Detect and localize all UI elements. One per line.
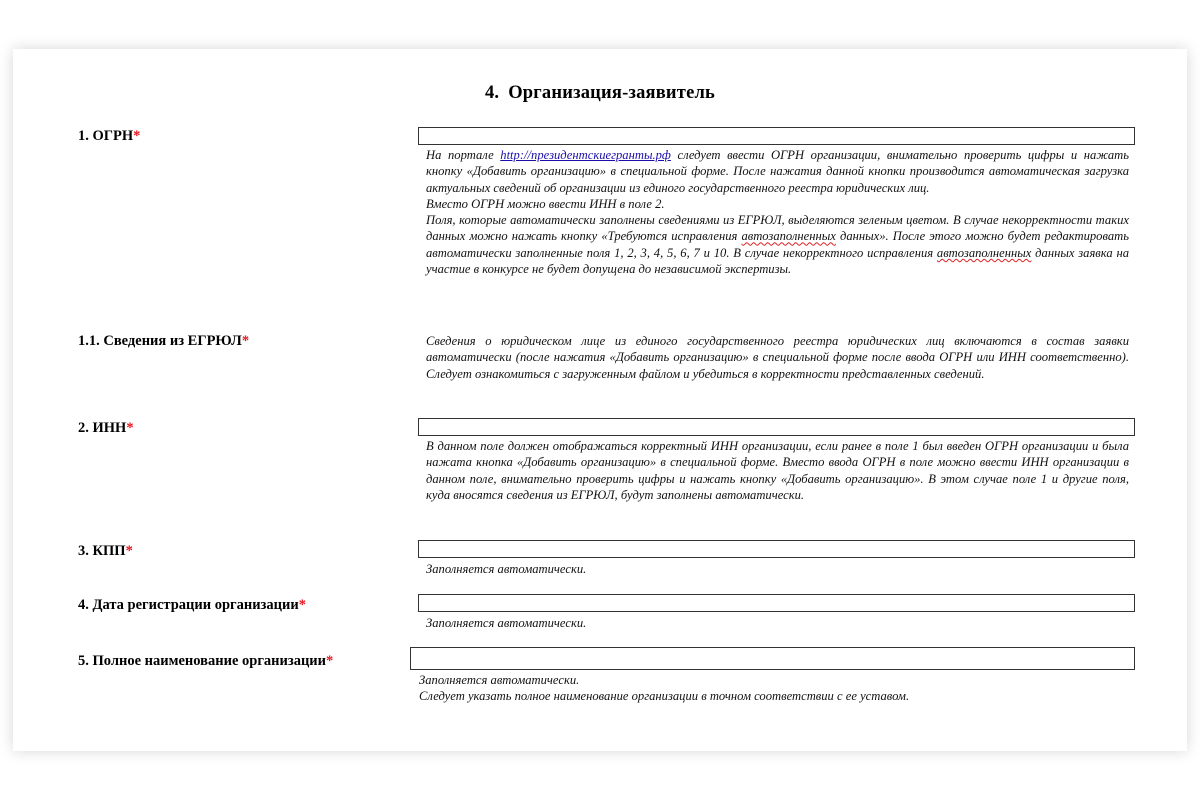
- ogrn-label: 1. ОГРН*: [78, 128, 141, 144]
- egrul-hint: Сведения о юридическом лице из единого государственного реестра юридических лиц включаются в состав заявки автоматически (после нажатия «Добавить организацию» в специальной форме после ввода ОГРН или ИНН соответственно). Следует ознакомиться с загруженным файлом и убедиться в корректности представленных сведений.: [426, 334, 1129, 381]
- section-title: [13, 83, 1187, 104]
- full-name-input[interactable]: [410, 647, 1135, 670]
- full-name-hint: Заполняется автоматически. Следует указать полное наименование организации в точном соответствии с ее уставом.: [419, 673, 910, 704]
- spellcheck-underline: автозаполненных: [741, 229, 836, 244]
- kpp-hint: Заполняется автоматически.: [426, 562, 587, 576]
- inn-label: 2. ИНН*: [78, 420, 134, 436]
- egrul-label: 1.1. Сведения из ЕГРЮЛ*: [78, 333, 250, 349]
- kpp-input[interactable]: [418, 540, 1135, 558]
- section-title-text: Организация-заявитель: [508, 83, 716, 103]
- required-marker: *: [133, 128, 141, 144]
- spellcheck-underline: автозаполненных: [936, 245, 1032, 260]
- inn-hint: В данном поле должен отображаться корректный ИНН организации, если ранее в поле 1 был введен ОГРН организации и была нажата кнопка «Добавить организацию» в специальной форме. Вместо ввода ОГРН в поле можно ввести ИНН организации в данном поле, внимательно проверить цифры и нажать кнопку «Добавить организацию». В этом случае поле 1 и другие поля, куда вносятся сведения из ЕГРЮЛ, будут заполнены автоматически.: [426, 439, 1129, 502]
- reg-date-hint: Заполняется автоматически.: [426, 616, 587, 630]
- required-marker: *: [125, 543, 133, 559]
- portal-link[interactable]: http://президентскиегранты.рф: [500, 148, 671, 162]
- reg-date-label: 4. Дата регистрации организации*: [78, 597, 306, 613]
- required-marker: *: [326, 653, 334, 669]
- required-marker: *: [241, 333, 250, 349]
- kpp-label: 3. КПП*: [78, 543, 133, 559]
- full-name-label: 5. Полное наименование организации*: [78, 653, 334, 669]
- required-marker: *: [298, 597, 306, 613]
- ogrn-hint: На портале http://президентскиегранты.рф следует ввести ОГРН организации, внимательно проверить цифры и нажать кнопку «Добавить организацию» в специальной форме. После нажатия данной кнопки производится автоматическая загрузка актуальных сведений об организации из единого государственного реестра юридических лиц. Вместо ОГРН можно ввести ИНН в поле 2. Поля, которые автоматически заполнены сведениями из ЕГРЮЛ, выделяются зеленым цветом. В случае некорректности таких данных можно нажать кнопку «Требуются исправления автозаполненных данных». После этого можно будет редактировать автоматически заполненные поля 1, 2, 3, 4, 5, 6, 7 и 10. В случае некорректного исправления автозаполненных данных заявка на участие в конкурсе не будет допущена до независимой экспертизы.: [426, 148, 1129, 277]
- document-page: [13, 49, 1187, 751]
- reg-date-input[interactable]: [418, 594, 1135, 612]
- required-marker: *: [126, 420, 134, 436]
- section-number: 4.: [484, 83, 500, 103]
- inn-input[interactable]: [418, 418, 1135, 436]
- ogrn-input[interactable]: [418, 127, 1135, 145]
